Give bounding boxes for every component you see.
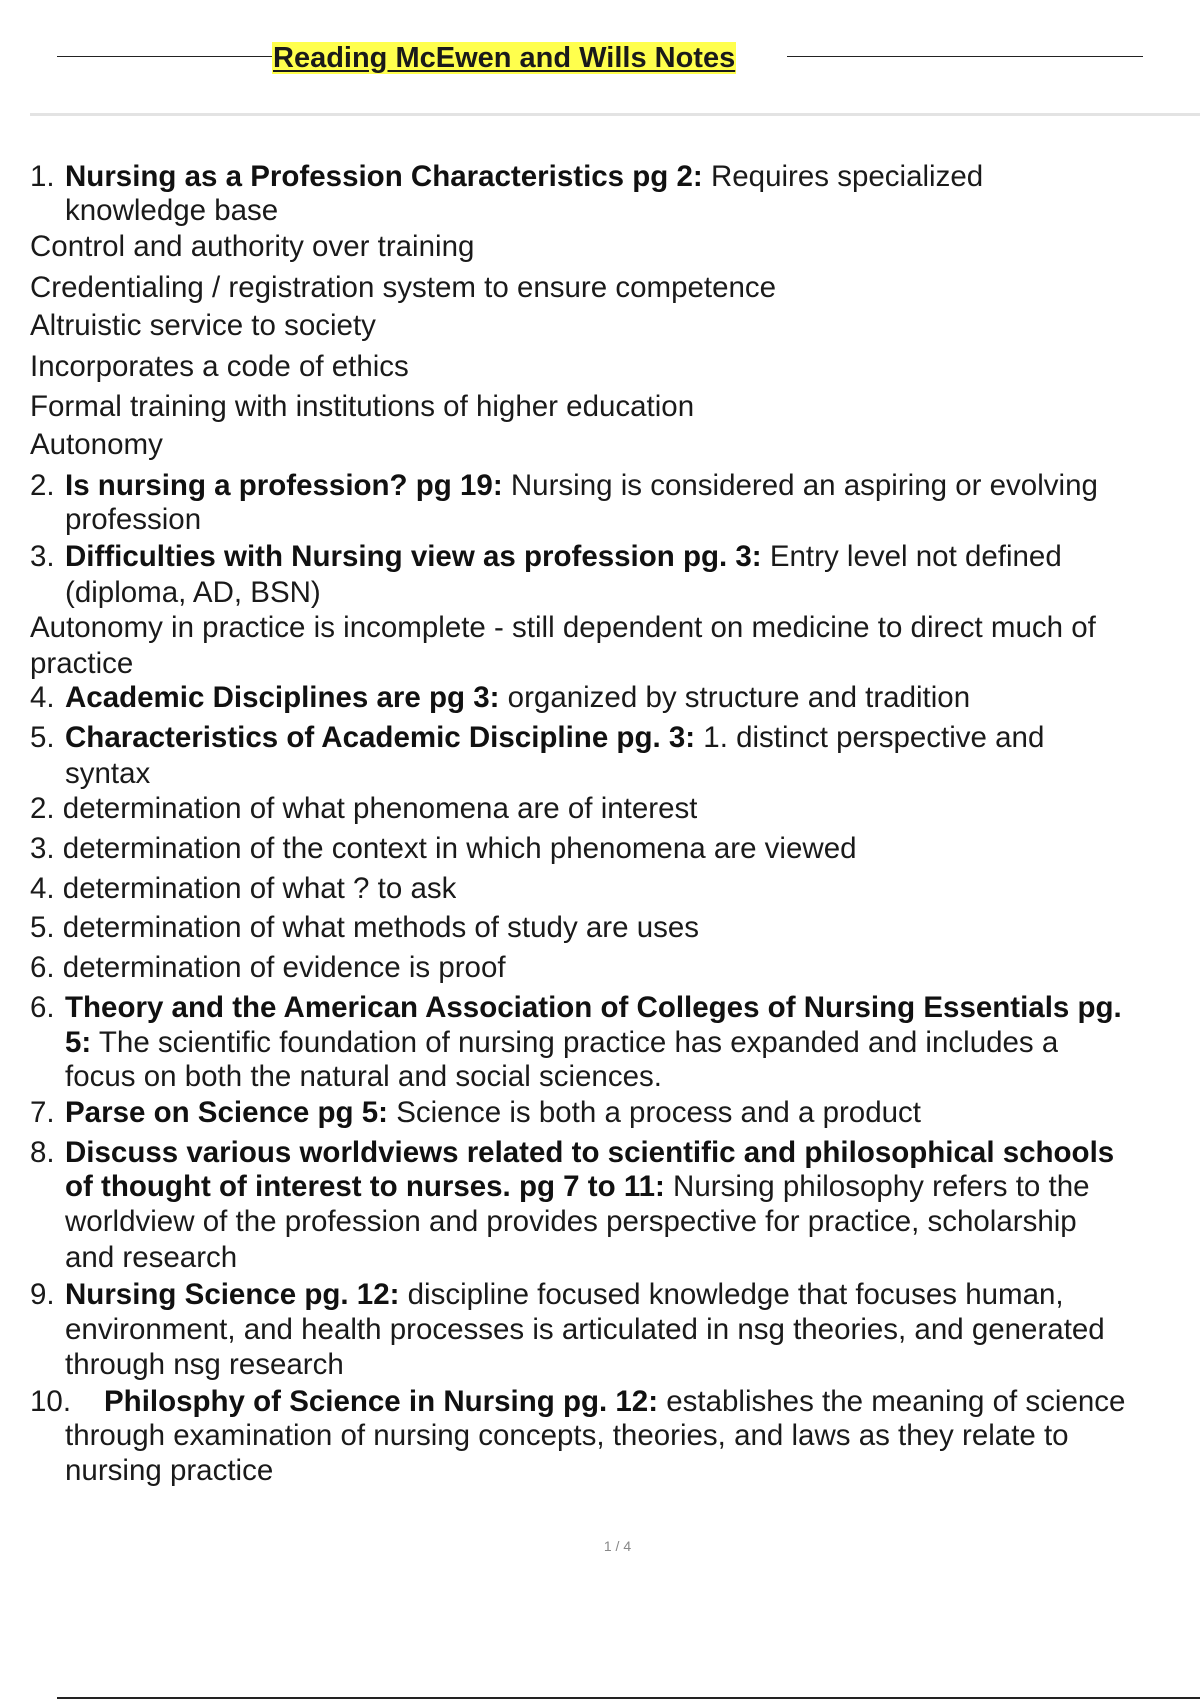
list-item-continuation: knowledge base bbox=[65, 194, 279, 227]
header-rule-right bbox=[787, 56, 1143, 57]
header-divider bbox=[30, 113, 1200, 116]
footer-rule bbox=[57, 1697, 1200, 1699]
text-line: practice bbox=[30, 647, 134, 680]
sub-list-item: 4. determination of what ? to ask bbox=[30, 872, 457, 905]
text-line: Credentialing / registration system to ensure competence bbox=[30, 271, 777, 304]
list-item: 2. Is nursing a profession? pg 19: Nursing is considered an aspiring or evolving bbox=[30, 469, 1098, 502]
list-item: 8. Discuss various worldviews related to scientific and philosophical schools bbox=[30, 1136, 1115, 1169]
list-item: 6. Theory and the American Association of Colleges of Nursing Essentials pg. bbox=[30, 991, 1122, 1024]
list-item: 1. Nursing as a Profession Characteristics pg 2: Requires specialized bbox=[30, 160, 984, 193]
sub-list-item: 2. determination of what phenomena are of interest bbox=[30, 792, 698, 825]
header-rule-left bbox=[57, 56, 272, 57]
list-item: 9. Nursing Science pg. 12: discipline focused knowledge that focuses human, bbox=[30, 1278, 1064, 1311]
text-line: Autonomy in practice is incomplete - still dependent on medicine to direct much of bbox=[30, 611, 1096, 644]
text-line: Control and authority over training bbox=[30, 230, 475, 263]
list-item: 7. Parse on Science pg 5: Science is both a process and a product bbox=[30, 1096, 921, 1129]
sub-list-item: 6. determination of evidence is proof bbox=[30, 951, 506, 984]
list-item-continuation: syntax bbox=[65, 757, 151, 790]
list-item-continuation: focus on both the natural and social sciences. bbox=[65, 1060, 662, 1093]
list-item: 3. Difficulties with Nursing view as profession pg. 3: Entry level not defined bbox=[30, 540, 1062, 573]
page-title: Reading McEwen and Wills Notes bbox=[273, 42, 736, 74]
list-item-continuation: through nsg research bbox=[65, 1348, 344, 1381]
text-line: Altruistic service to society bbox=[30, 309, 376, 342]
text-line: Autonomy bbox=[30, 428, 163, 461]
sub-list-item: 3. determination of the context in which phenomena are viewed bbox=[30, 832, 857, 865]
list-item: 5. Characteristics of Academic Discipline pg. 3: 1. distinct perspective and bbox=[30, 721, 1045, 754]
list-item-continuation: and research bbox=[65, 1241, 238, 1274]
sub-list-item: 5. determination of what methods of study are uses bbox=[30, 911, 700, 944]
list-item-continuation: through examination of nursing concepts, theories, and laws as they relate to bbox=[65, 1419, 1069, 1452]
list-item-continuation: nursing practice bbox=[65, 1454, 274, 1487]
list-item-continuation: environment, and health processes is articulated in nsg theories, and generated bbox=[65, 1313, 1105, 1346]
list-item-continuation: profession bbox=[65, 503, 202, 536]
text-line: Incorporates a code of ethics bbox=[30, 350, 409, 383]
page-indicator: 1 / 4 bbox=[603, 1538, 632, 1554]
list-item-continuation: (diploma, AD, BSN) bbox=[65, 576, 321, 609]
list-item: 10. Philosphy of Science in Nursing pg. 12: establishes the meaning of science bbox=[30, 1385, 1126, 1418]
text-line: Formal training with institutions of higher education bbox=[30, 390, 695, 423]
list-item-continuation: of thought of interest to nurses. pg 7 to 11: Nursing philosophy refers to the bbox=[65, 1170, 1090, 1203]
list-item-continuation: worldview of the profession and provides perspective for practice, scholarship bbox=[65, 1205, 1077, 1238]
list-item-continuation: 5: The scientific foundation of nursing practice has expanded and includes a bbox=[65, 1026, 1059, 1059]
document-header bbox=[0, 0, 1200, 120]
list-item: 4. Academic Disciplines are pg 3: organized by structure and tradition bbox=[30, 681, 971, 714]
